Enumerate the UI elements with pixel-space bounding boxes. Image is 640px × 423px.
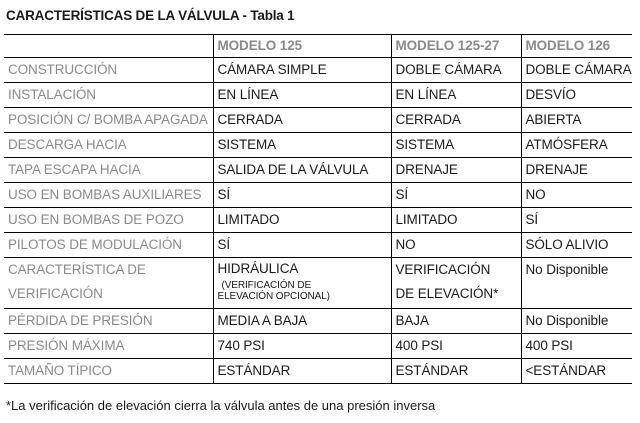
cell: CERRADA [391, 108, 521, 133]
row-label: TAPA ESCAPA HACIA [4, 158, 213, 183]
table-row [4, 133, 632, 158]
cell: 400 PSI [521, 334, 632, 359]
cell: DRENAJE [391, 158, 521, 183]
row-label: PILOTOS DE MODULACIÓN [4, 233, 213, 258]
cell: EN LÍNEA [391, 83, 521, 108]
cell: SÍ [391, 183, 521, 208]
cell: <ESTÁNDAR [521, 359, 632, 384]
cell-line1: VERIFICACIÓN [395, 262, 491, 277]
table-row [4, 359, 632, 384]
cell: LIMITADO [391, 208, 521, 233]
cell: SALIDA DE LA VÁLVULA [213, 158, 391, 183]
cell: ESTÁNDAR [213, 359, 391, 384]
header-empty [4, 35, 213, 58]
cell: SISTEMA [391, 133, 521, 158]
cell: 740 PSI [213, 334, 391, 359]
valve-characteristics-table [4, 34, 632, 384]
cell: SISTEMA [213, 133, 391, 158]
table-title: CARACTERÍSTICAS DE LA VÁLVULA - Tabla 1 [6, 8, 295, 23]
cell [213, 258, 391, 309]
cell: No Disponible [521, 309, 632, 334]
cell: ABIERTA [521, 108, 632, 133]
row-label: USO EN BOMBAS DE POZO [4, 208, 213, 233]
table-row-verification [4, 258, 632, 309]
cell-line2: DE ELEVACIÓN* [395, 286, 499, 301]
table-row [4, 208, 632, 233]
cell: DOBLE CÁMARA [391, 58, 521, 83]
footnote: *La verificación de elevación cierra la válvula antes de una presión inversa [6, 398, 436, 413]
table-row [4, 58, 632, 83]
header-modelo-126: MODELO 126 [521, 35, 632, 58]
table-row [4, 83, 632, 108]
cell: CÁMARA SIMPLE [213, 58, 391, 83]
cell: SÓLO ALIVIO [521, 233, 632, 258]
cell: 400 PSI [391, 334, 521, 359]
table-row [4, 233, 632, 258]
header-row [4, 35, 632, 58]
cell: MEDIA A BAJA [213, 309, 391, 334]
cell: DOBLE CÁMARA [521, 58, 632, 83]
row-label: POSICIÓN C/ BOMBA APAGADA [4, 108, 213, 133]
table-row [4, 158, 632, 183]
cell [391, 258, 521, 309]
row-label-line2: VERIFICACIÓN [8, 286, 103, 301]
table-row [4, 108, 632, 133]
row-label: PRESIÓN MÁXIMA [4, 334, 213, 359]
table-row [4, 183, 632, 208]
cell-sub: (VERIFICACIÓN DE [221, 280, 312, 291]
row-label-line1: CARACTERÍSTICA DE [8, 262, 146, 277]
cell: BAJA [391, 309, 521, 334]
cell: NO [391, 233, 521, 258]
header-modelo-125: MODELO 125 [213, 35, 391, 58]
cell: DESVÍO [521, 83, 632, 108]
row-label: USO EN BOMBAS AUXILIARES [4, 183, 213, 208]
cell-main: HIDRÁULICA [217, 261, 299, 276]
cell: SÍ [213, 183, 391, 208]
row-label: INSTALACIÓN [4, 83, 213, 108]
cell-main: No Disponible [525, 262, 609, 277]
header-modelo-125-27: MODELO 125-27 [391, 35, 521, 58]
table-row [4, 309, 632, 334]
row-label: DESCARGA HACIA [4, 133, 213, 158]
cell: LIMITADO [213, 208, 391, 233]
cell [521, 258, 632, 309]
row-label [4, 258, 213, 309]
cell: CERRADA [213, 108, 391, 133]
cell: NO [521, 183, 632, 208]
cell: SÍ [521, 208, 632, 233]
table-row [4, 334, 632, 359]
cell: EN LÍNEA [213, 83, 391, 108]
row-label: PÉRDIDA DE PRESIÓN [4, 309, 213, 334]
cell: DRENAJE [521, 158, 632, 183]
row-label: TAMAÑO TÍPICO [4, 359, 213, 384]
cell: SÍ [213, 233, 391, 258]
cell: ATMÓSFERA [521, 133, 632, 158]
cell: ESTÁNDAR [391, 359, 521, 384]
row-label: CONSTRUCCIÓN [4, 58, 213, 83]
cell-sub: ELEVACIÓN OPCIONAL) [217, 291, 330, 302]
